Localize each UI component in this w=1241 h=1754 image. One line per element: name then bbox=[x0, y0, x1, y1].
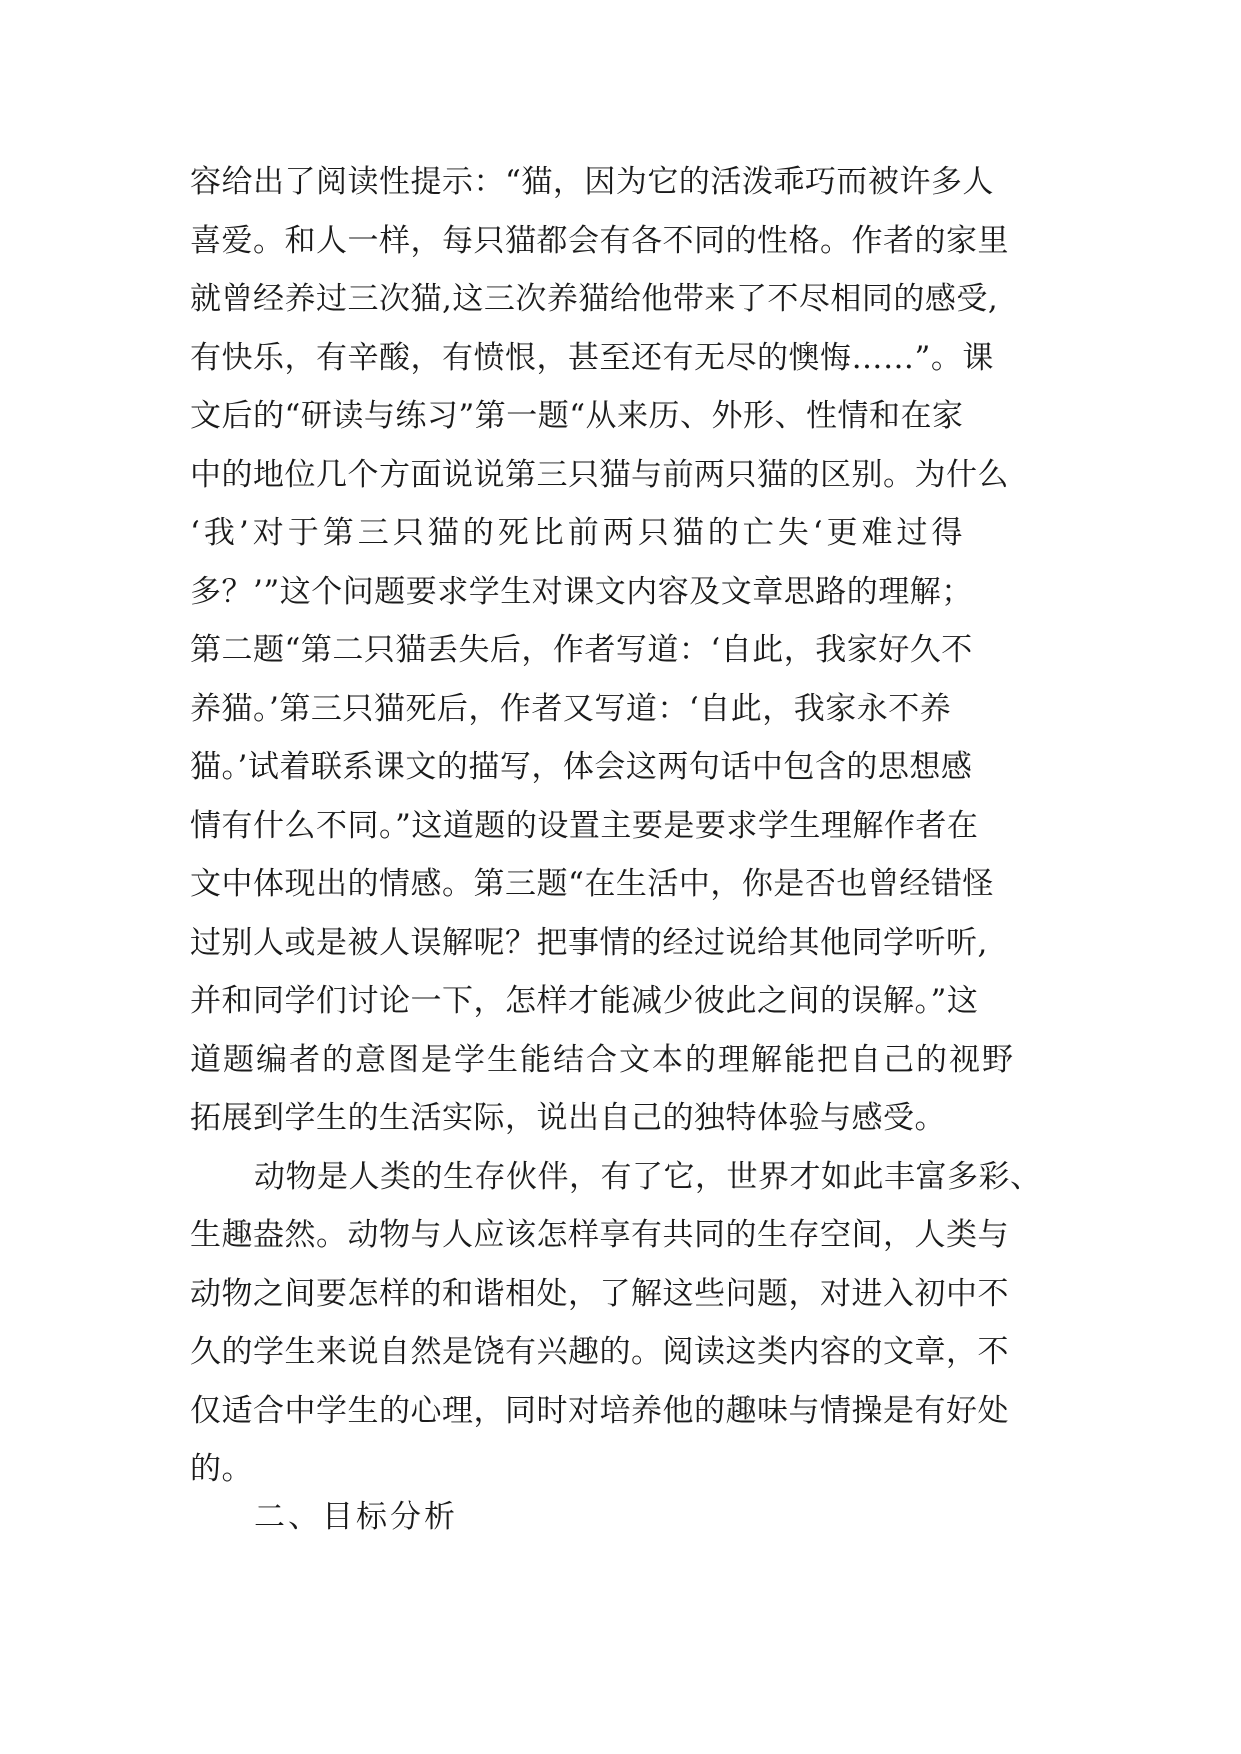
paragraph-start-line: 动物是人类的生存伙伴，有了它，世界才如此丰富多彩、 bbox=[254, 1158, 1042, 1195]
text-line: 拓展到学生的生活实际，说出自己的独特体验与感受。 bbox=[190, 1100, 946, 1136]
text-line: 久的学生来说自然是饶有兴趣的。阅读这类内容的文章，不 bbox=[190, 1334, 1009, 1370]
text-line: 就曾经养过三次猫,这三次养猫给他带来了不尽相同的感受, bbox=[190, 281, 999, 317]
text-line: 动物之间要怎样的和谐相处，了解这些问题，对进入初中不 bbox=[190, 1275, 1009, 1312]
text-line: 容给出了阅读性提示：“猫，因为它的活泼乖巧而被许多人 bbox=[190, 164, 994, 200]
section-heading: 二、目标分析 bbox=[254, 1499, 458, 1535]
text-line: 情有什么不同。”这道题的设置主要是要求学生理解作者在 bbox=[190, 807, 979, 844]
text-line: 喜爱。和人一样，每只猫都会有各不同的性格。作者的家里 bbox=[190, 222, 1009, 259]
text-line: 的。 bbox=[190, 1451, 253, 1487]
text-line: 文中体现出的情感。第三题“在生活中，你是否也曾经错怪 bbox=[190, 866, 994, 902]
text-line: 猫。’试着联系课文的描写，体会这两句话中包含的思想感 bbox=[190, 749, 973, 785]
text-line: 过别人或是被人误解呢？把事情的经过说给其他同学听听, bbox=[190, 924, 988, 961]
text-line: 仅适合中学生的心理，同时对培养他的趣味与情操是有好处 bbox=[190, 1392, 1009, 1429]
text-line: 文后的“研读与练习”第一题“从来历、外形、性情和在家 bbox=[190, 398, 964, 434]
text-line: 第二题“第二只猫丢失后，作者写道：‘自此，我家好久不 bbox=[190, 632, 973, 668]
text-line: 生趣盎然。动物与人应该怎样享有共同的生存空间，人类与 bbox=[190, 1217, 1009, 1253]
body-text bbox=[190, 153, 1090, 1499]
text-line: 道题编者的意图是学生能结合文本的理解能把自己的视野 bbox=[190, 1041, 1015, 1078]
text-line: 并和同学们讨论一下，怎样才能减少彼此之间的误解。”这 bbox=[190, 983, 979, 1019]
text-line: ‘我’对于第三只猫的死比前两只猫的亡失‘更难过得 bbox=[190, 515, 967, 551]
text-line: 中的地位几个方面说说第三只猫与前两只猫的区别。为什么 bbox=[190, 456, 1009, 493]
text-line: 多？’”这个问题要求学生对课文内容及文章思路的理解； bbox=[190, 573, 973, 610]
text-line: 有快乐，有辛酸，有愤恨，甚至还有无尽的懊悔……”。课 bbox=[190, 339, 994, 376]
text-line: 养猫。’第三只猫死后，作者又写道：‘自此，我家永不养 bbox=[190, 690, 952, 727]
